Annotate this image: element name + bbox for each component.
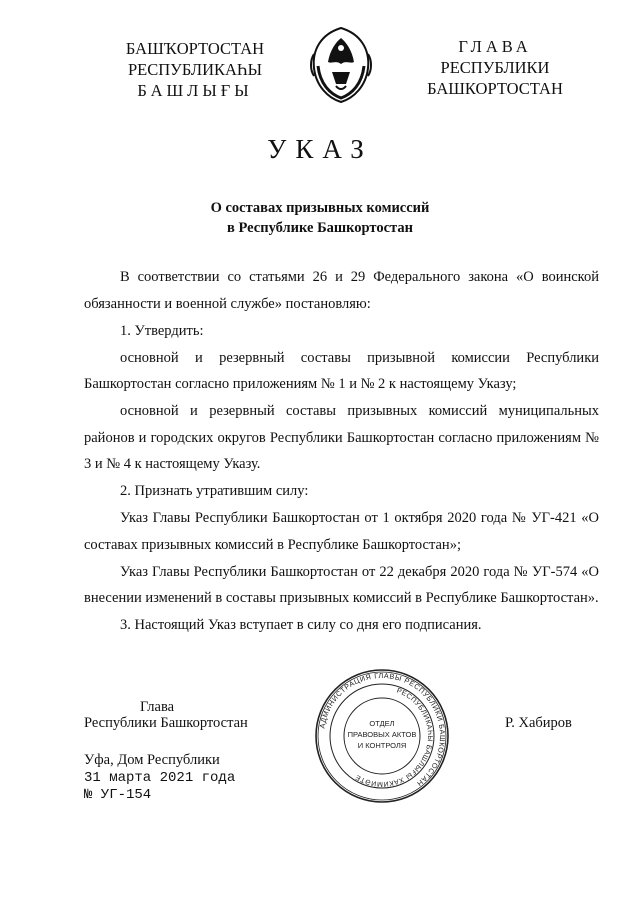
header-right-line-1: ГЛАВА bbox=[458, 37, 532, 56]
paragraph-item-1: 1. Утвердить: bbox=[120, 322, 204, 339]
paragraph-item-2: 2. Признать утратившим силу: bbox=[120, 483, 309, 499]
signatory-position-line-1: Глава bbox=[140, 699, 175, 715]
header-right-block bbox=[400, 36, 590, 99]
paragraph-item-1-b: основной и резервный составы призывных комиссий муниципальных районов и городских округов Республики Башкортостан согласно приложениям № 3 и № 4 к настоящему Указу. bbox=[84, 403, 599, 472]
official-stamp bbox=[314, 668, 450, 804]
header-right-line-2: РЕСПУБЛИКИ bbox=[440, 58, 550, 77]
paragraph-item-2-a: Указ Главы Республики Башкортостан от 1 октября 2020 года № УГ-421 «О составах призывных комиссий в Республике Башкортостан»; bbox=[84, 510, 599, 553]
stamp-inner-text: РЕСПУБЛИКАҺЫ БАШЛЫҒЫ ХАКИМИӘТЕ bbox=[354, 687, 434, 788]
signatory-name: Р. Хабиров bbox=[505, 715, 572, 731]
paragraph-item-3: 3. Настоящий Указ вступает в силу со дня его подписания. bbox=[120, 617, 482, 633]
coat-of-arms-emblem bbox=[306, 24, 376, 104]
place-of-signing: Уфа, Дом Республики bbox=[84, 752, 220, 768]
signatory-position-line-2: Республики Башкортостан bbox=[84, 715, 248, 731]
header-left-line-3: БАШЛЫҒЫ bbox=[137, 81, 253, 100]
subtitle-line-2: в Республике Башкортостан bbox=[227, 220, 413, 236]
header-left-block bbox=[100, 38, 290, 101]
paragraph-item-1-a: основной и резервный составы призывной комиссии Республики Башкортостан согласно приложениям № 1 и № 2 к настоящему Указу; bbox=[84, 349, 599, 392]
subtitle-line-1: О составах призывных комиссий bbox=[210, 200, 430, 216]
header-right-line-3: БАШКОРТОСТАН bbox=[427, 79, 563, 98]
document-body bbox=[84, 264, 599, 639]
document-subtitle bbox=[0, 198, 640, 238]
stamp-center-line-1: ОТДЕЛ bbox=[369, 719, 395, 728]
document-title: УКАЗ bbox=[267, 134, 373, 164]
header-left-line-1: БАШҠОРТОСТАН bbox=[125, 39, 265, 58]
stamp-center-line-2: ПРАВОВЫХ АКТОВ bbox=[347, 730, 417, 739]
paragraph-item-2-b: Указ Главы Республики Башкортостан от 22 декабря 2020 года № УГ-574 «О внесении изменений в составы призывных комиссий в Республике Башкортостан». bbox=[84, 563, 599, 606]
paragraph-preamble: В соответствии со статьями 26 и 29 Федерального закона «О воинской обязанности и военной службе» постановляю: bbox=[84, 269, 599, 312]
decree-number: № УГ-154 bbox=[84, 787, 152, 803]
header-left-line-2: РЕСПУБЛИКАҺЫ bbox=[127, 60, 263, 79]
stamp-center-line-3: И КОНТРОЛЯ bbox=[357, 741, 407, 750]
stamp-outer-text: АДМИНИСТРАЦИЯ ГЛАВЫ РЕСПУБЛИКИ БАШКОРТОСТАН bbox=[317, 670, 448, 789]
signing-date: 31 марта 2021 года bbox=[84, 770, 236, 786]
